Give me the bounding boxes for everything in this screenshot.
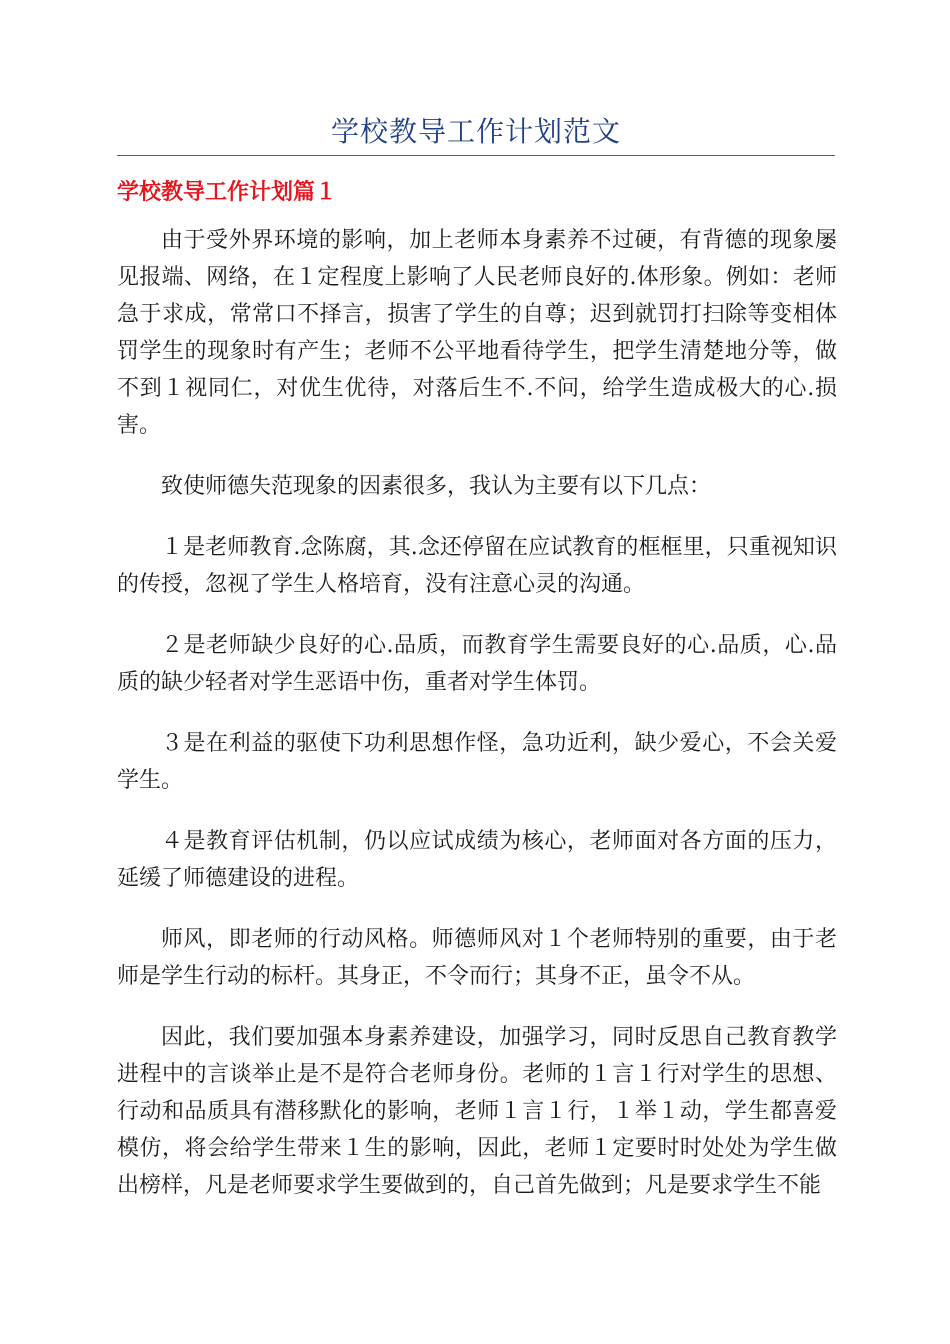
title-underline: [117, 155, 835, 156]
paragraph: １是老师教育.念陈腐，其.念还停留在应试教育的框框里，只重视知识的传授，忽视了学生人格培育，没有注意心灵的沟通。: [117, 535, 837, 597]
paragraph: 师风，即老师的行动风格。师德师风对１个老师特别的重要，由于老师是学生行动的标杆。其身正，不令而行；其身不正，虽令不从。: [117, 927, 837, 989]
paragraph: ２是老师缺少良好的心.品质，而教育学生需要良好的心.品质，心.品质的缺少轻者对学生恶语中伤，重者对学生体罚。: [117, 633, 837, 695]
paragraph: 致使师德失范现象的因素很多，我认为主要有以下几点：: [161, 474, 712, 499]
document-body: [117, 222, 837, 1228]
section-heading: 学校教导工作计划篇１: [117, 180, 338, 205]
paragraph: 由于受外界环境的影响，加上老师本身素养不过硬，有背德的现象屡见报端、网络，在１定程度上影响了人民老师良好的.体形象。例如：老师急于求成，常常口不择言，损害了学生的自尊；迟到就罚打扫除等变相体罚学生的现象时有产生；老师不公平地看待学生，把学生清楚地分等，做不到１视同仁，对优生优待，对落后生不.不问，给学生造成极大的心.损害。: [117, 228, 837, 438]
document-title: 学校教导工作计划范文: [330, 115, 621, 148]
paragraph: 因此，我们要加强本身素养建设，加强学习，同时反思自己教育教学进程中的言谈举止是不是符合老师身份。老师的１言１行对学生的思想、行动和品质具有潜移默化的影响，老师１言１行，１举１动，学生都喜爱模仿，将会给学生带来１生的影响，因此，老师１定要时时处处为学生做出榜样，凡是老师要求学生要做到的，自己首先做到；凡是要求学生不能: [117, 1025, 837, 1198]
paragraph: ４是教育评估机制，仍以应试成绩为核心，老师面对各方面的压力，延缓了师德建设的进程。: [117, 829, 837, 891]
paragraph: ３是在利益的驱使下功利思想作怪，急功近利，缺少爱心，不会关爱学生。: [117, 731, 837, 793]
